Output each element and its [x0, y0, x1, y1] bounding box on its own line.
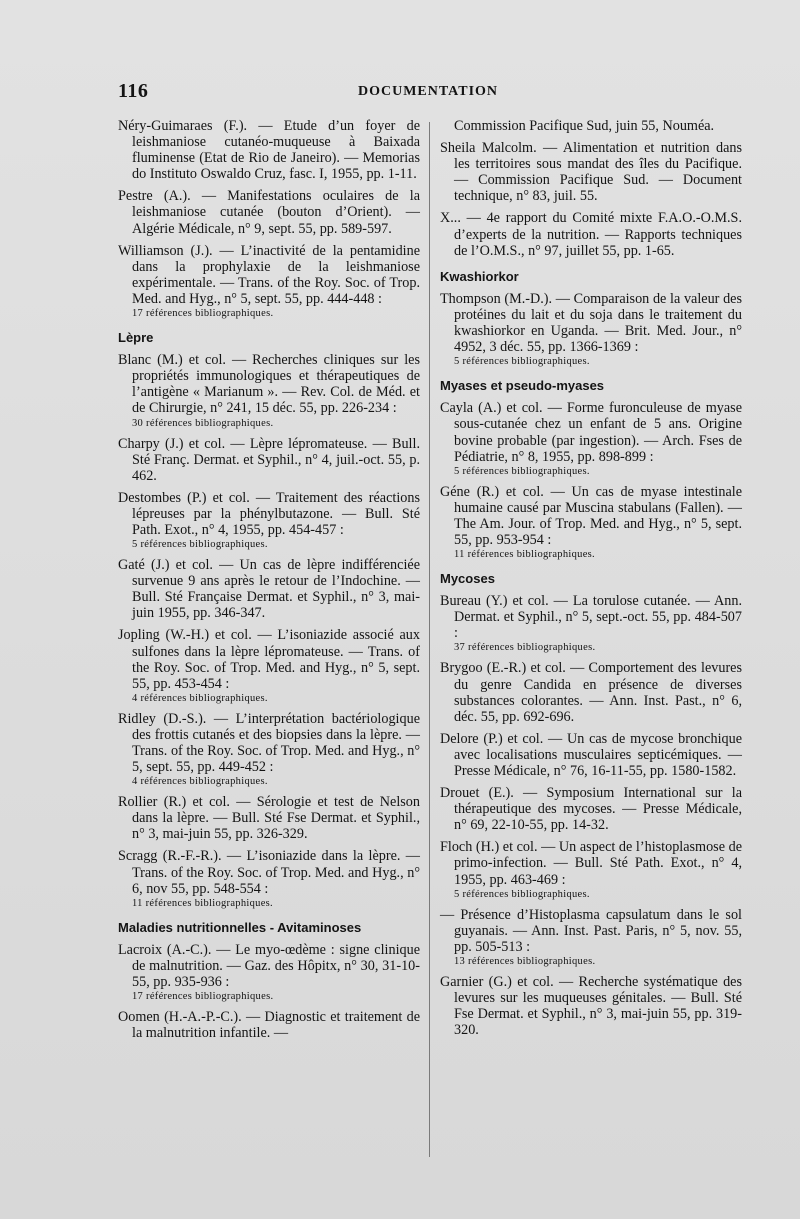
- references-count: 11 références bibliographiques.: [132, 897, 273, 909]
- entry-text: Brygoo (E.-R.) et col. — Comportement des levures du genre Candida en présence de diverses substances colorantes. — Ann. Inst. Past., n° 6, déc. 55, pp. 692-696.: [440, 660, 742, 725]
- references-count: 4 références bibliographiques.: [132, 776, 268, 788]
- bibliography-entry: [440, 400, 742, 477]
- bibliography-entry: [118, 848, 420, 909]
- entry-text: Scragg (R.-F.-R.). — L’isoniazide dans la lèpre. — Trans. of the Roy. Soc. of Trop. Med. and Hyg., n° 6, nov 55, pp. 548-554 :: [118, 848, 420, 897]
- references-count: 5 références bibliographiques.: [132, 539, 268, 551]
- references-count: 5 références bibliographiques.: [454, 888, 590, 900]
- entry-text: Lacroix (A.-C.). — Le myo-œdème : signe clinique de malnutrition. — Gaz. des Hôpitx, n° 30, 31-10-55, pp. 935-936 :: [118, 941, 420, 991]
- page-number: 116: [118, 80, 149, 102]
- bibliography-entry: [440, 140, 742, 204]
- entry-text: Jopling (W.-H.) et col. — L’isoniazide associé aux sulfones dans la lèpre lépromateuse. — Trans. of the Roy. Soc. of Trop. Med. and Hyg., n° 5, sept. 55, pp. 453-454 :: [118, 627, 420, 692]
- bibliography-entry: [440, 839, 742, 900]
- entry-text: Williamson (J.). — L’inactivité de la pentamidine dans la prophylaxie de la leishmaniose expérimentale. — Trans. of the Roy. Soc. of Trop. Med. and Hyg., n° 5, sept. 55, pp. 444-448 :: [118, 242, 420, 307]
- section-heading: Myases et pseudo-myases: [440, 378, 605, 394]
- right-column: [440, 118, 742, 1159]
- bibliography-entry: [440, 210, 742, 258]
- bibliography-entry: [118, 243, 420, 320]
- references-count: 11 références bibliographiques.: [454, 549, 595, 561]
- bibliography-entry: [118, 118, 420, 182]
- entry-text: Commission Pacifique Sud, juin 55, Nouméa.: [454, 118, 715, 134]
- bibliography-entry: [118, 711, 420, 788]
- entry-text: Thompson (M.-D.). — Comparaison de la valeur des protéines du lait et du soja dans le traitement du kwashiorkor en Uganda. — Brit. Med. Jour., n° 4952, 3 déc. 55, pp. 1366-1369 :: [440, 290, 742, 356]
- entry-text: Destombes (P.) et col. — Traitement des réactions lépreuses par la phénylbutazone. — Bull. Sté Path. Exot., n° 4, 1955, pp. 454-457 :: [118, 489, 420, 538]
- entry-text: Floch (H.) et col. — Un aspect de l’histoplasmose de primo-infection. — Bull. Sté Path. Exot., n° 4, 1955, pp. 463-469 :: [440, 839, 742, 888]
- page-header: [118, 80, 744, 106]
- references-count: 37 références bibliographiques.: [454, 642, 596, 654]
- running-title: DOCUMENTATION: [358, 84, 499, 99]
- entry-text: Oomen (H.-A.-P.-C.). — Diagnostic et traitement de la malnutrition infantile. —: [118, 1009, 420, 1042]
- entry-text: X... — 4e rapport du Comité mixte F.A.O.-O.M.S. d’experts de la nutrition. — Rapports techniques de l’O.M.S., n° 97, juillet 55, pp. 1-65.: [440, 210, 742, 259]
- references-count: 30 références bibliographiques.: [132, 417, 274, 429]
- bibliography-entry: [118, 627, 420, 704]
- entry-text: Rollier (R.) et col. — Sérologie et test de Nelson dans la lèpre. — Bull. Sté Fse Dermat. et Syphil., n° 3, mai-juin 55, pp. 326-329.: [118, 794, 420, 843]
- bibliography-entry: [440, 907, 742, 968]
- entry-text: Blanc (M.) et col. — Recherches cliniques sur les propriétés immunologiques et thérapeutiques de l’antigène « Marianum ». — Rev. Col. de Méd. et de Chirurgie, n° 241, 15 déc. 55, pp. 226-234 :: [118, 352, 420, 417]
- entry-text: Drouet (E.). — Symposium International sur la thérapeutique des mycoses. — Presse Médicale, n° 69, 22-10-55, pp. 14-32.: [440, 785, 742, 834]
- entry-text: Néry-Guimaraes (F.). — Etude d’un foyer de leishmaniose cutanéo-muqueuse à Baixada fluminense (Etat de Rio de Janeiro). — Memorias do Instituto Oswaldo Cruz, fasc. I, 1955, pp. 1-11.: [118, 118, 420, 183]
- references-count: 17 références bibliographiques.: [132, 308, 274, 320]
- bibliography-entry: [440, 731, 742, 779]
- bibliography-entry: [118, 436, 420, 484]
- section-heading: Kwashiorkor: [440, 268, 519, 284]
- left-column: [118, 118, 420, 1159]
- entry-text: Pestre (A.). — Manifestations oculaires de la leishmaniose cutanée (bouton d’Orient). — Algérie Médicale, n° 9, sept. 55, pp. 589-597.: [118, 188, 420, 237]
- bibliography-entry: [118, 352, 420, 429]
- bibliography-entry: [118, 942, 420, 1003]
- bibliography-entry: [440, 291, 742, 368]
- entry-text: Bureau (Y.) et col. — La torulose cutanée. — Ann. Dermat. et Syphil., n° 5, sept.-oct. 55, pp. 484-507 :: [440, 593, 742, 642]
- references-count: 4 références bibliographiques.: [132, 692, 268, 704]
- entry-text: Ridley (D.-S.). — L’interprétation bactériologique des frottis cutanés et des biopsies dans la lèpre. — Trans. of the Roy. Soc. of Trop. Med. and Hyg., n° 5, sept. 55, pp. 449-452 :: [118, 710, 420, 776]
- bibliography-entry: [118, 1009, 420, 1041]
- bibliography-entry: [118, 557, 420, 621]
- references-count: 5 références bibliographiques.: [454, 465, 590, 477]
- section-heading: Mycoses: [440, 571, 495, 587]
- section-heading: Maladies nutritionnelles - Avitaminoses: [118, 919, 362, 935]
- bibliography-entry: [440, 484, 742, 561]
- entry-text: Garnier (G.) et col. — Recherche systématique des levures sur les muqueuses génitales. — Bull. Sté Fse Dermat. et Syphil., n° 3, mai-juin 55, pp. 319-320.: [440, 973, 742, 1039]
- entry-text: Sheila Malcolm. — Alimentation et nutrition dans les territoires sous mandat des îles du Pacifique. — Commission Pacifique Sud. — Document technique, n° 83, juil. 55.: [440, 140, 742, 205]
- references-count: 17 références bibliographiques.: [132, 991, 274, 1003]
- bibliography-entry: [440, 660, 742, 724]
- entry-text: Gaté (J.) et col. — Un cas de lèpre indifférenciée survenue 9 ans après le retour de l’Indochine. — Bull. Sté Française Dermat. et Syphil., n° 3, mai-juin 1955, pp. 346-347.: [118, 557, 420, 622]
- column-divider: [429, 122, 430, 1157]
- references-count: 13 références bibliographiques.: [454, 955, 596, 967]
- bibliography-entry: [118, 490, 420, 551]
- bibliography-entry: [118, 794, 420, 842]
- bibliography-entry: [440, 118, 742, 134]
- bibliography-entry: [118, 188, 420, 236]
- references-count: 5 références bibliographiques.: [454, 356, 590, 368]
- entry-text: — Présence d’Histoplasma capsulatum dans le sol guyanais. — Ann. Inst. Past. Paris, n° 5, nov. 55, pp. 505-513 :: [440, 906, 742, 955]
- bibliography-entry: [440, 974, 742, 1038]
- bibliography-entry: [440, 593, 742, 654]
- entry-text: Charpy (J.) et col. — Lèpre lépromateuse. — Bull. Sté Franç. Dermat. et Syphil., n° 4, juil.-oct. 55, p. 462.: [118, 435, 420, 484]
- entry-text: Cayla (A.) et col. — Forme furonculeuse de myase sous-cutanée chez un enfant de 5 ans. Origine bovine probable (par ingestion). — Arch. Fses de Pédiatrie, n° 8, 1955, pp. 898-899 :: [440, 400, 742, 465]
- entry-text: Géne (R.) et col. — Un cas de myase intestinale humaine causé par Muscina stabulans (Fallen). — The Am. Jour. of Trop. Med. and Hyg., n° 5, sept. 55, pp. 953-954 :: [440, 483, 742, 548]
- bibliography-entry: [440, 785, 742, 833]
- entry-text: Delore (P.) et col. — Un cas de mycose bronchique avec localisations musculaires septicémiques. — Presse Médicale, n° 76, 16-11-55, pp. 1580-1582.: [440, 730, 742, 779]
- section-heading: Lèpre: [118, 330, 154, 346]
